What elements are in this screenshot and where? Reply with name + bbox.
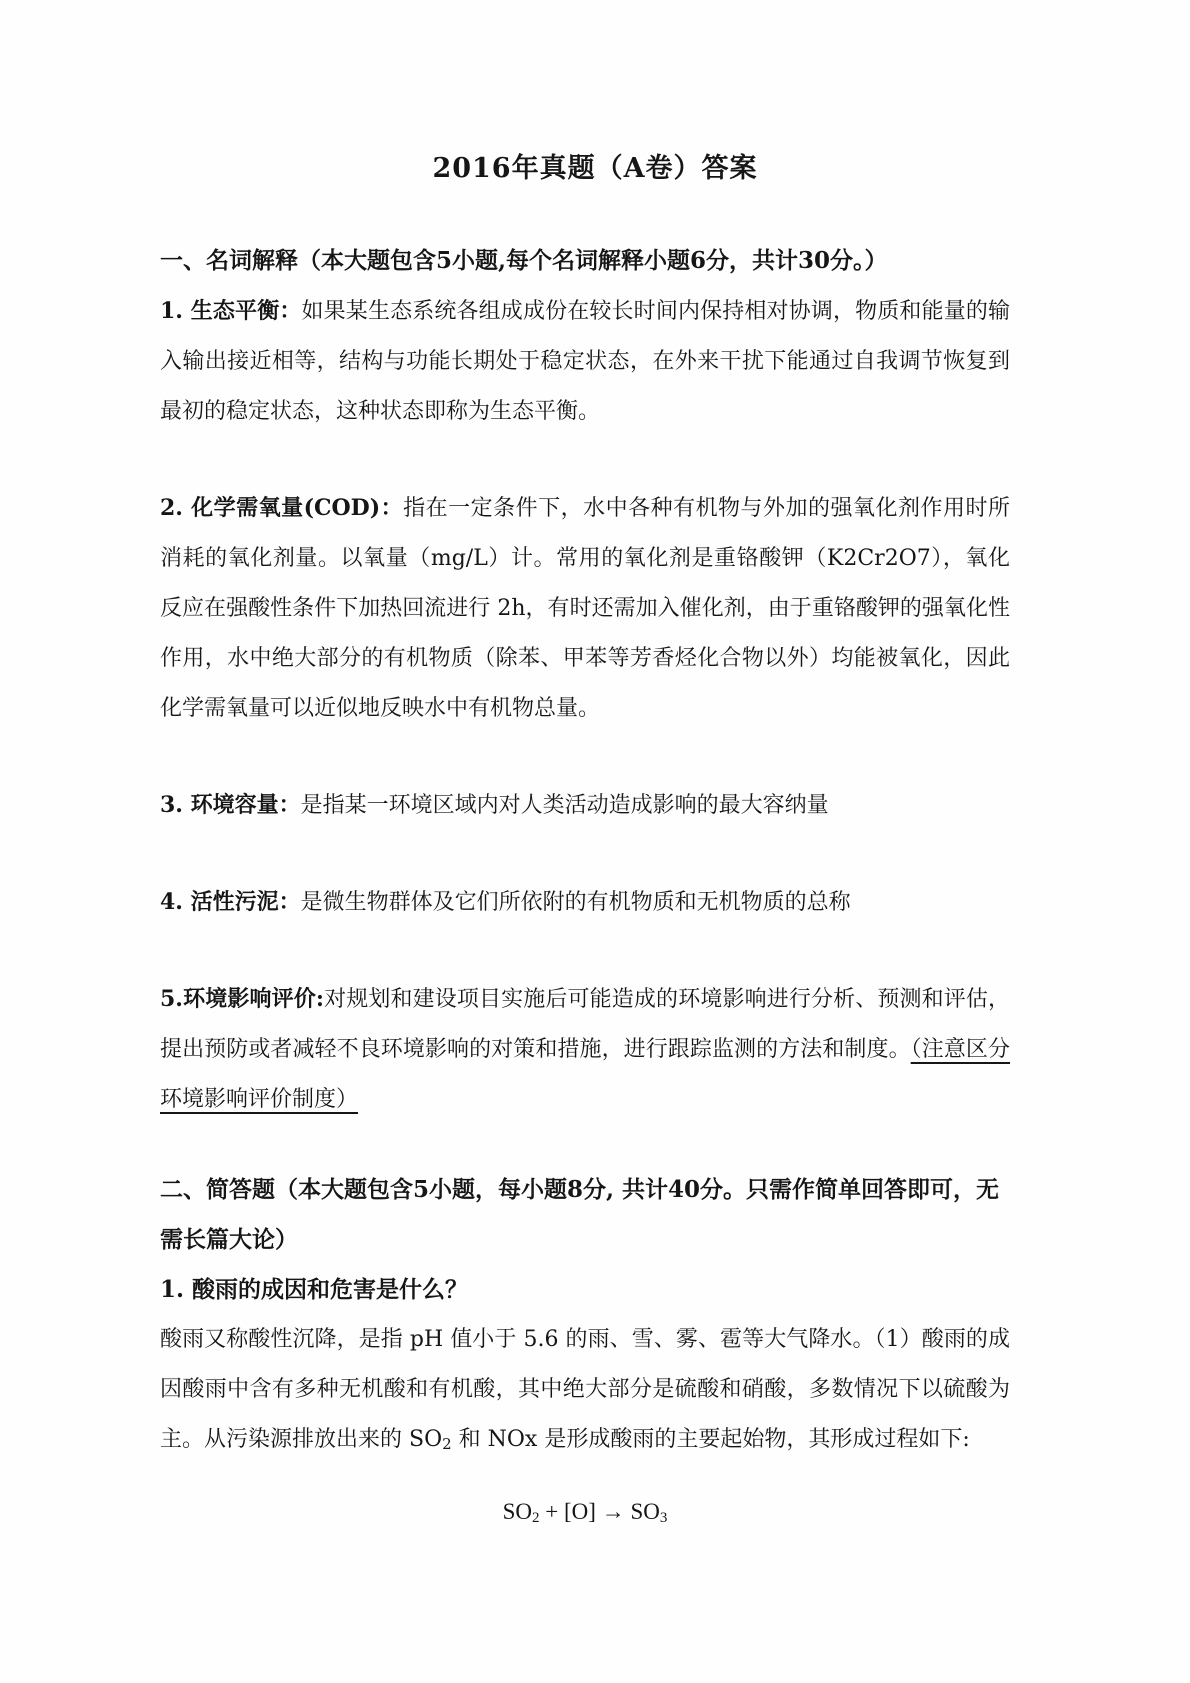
term-text: 如果某生态系统各组成成份在较长时间内保持相对协调，物质和能量的输入输出接近相等，结构与功能长期处于稳定状态，在外来干扰下能通过自我调节恢复到最初的稳定状态，这种状态即称为生态平衡。 — [160, 299, 1010, 424]
term-label: 3. 环境容量 — [160, 792, 279, 818]
equation-subscript: 2 — [532, 1510, 540, 1526]
term-label: 5.环境影响评价 — [160, 986, 316, 1012]
answer-text-part2: 和 NOx 是形成酸雨的主要起始物，其形成过程如下: — [451, 1427, 970, 1452]
term-text: 是微生物群体及它们所依附的有机物质和无机物质的总称 — [300, 890, 851, 915]
question-1: 1. 酸雨的成因和危害是什么？ — [160, 1276, 469, 1303]
term-text: 对规划和建设项目实施后可能造成的环境影响进行分析、预测和评估，提出预防或者减轻不良环境影响的对策和措施，进行跟踪监测的方法和制度。 — [160, 987, 1010, 1062]
term-label: 2. 化学需氧量(COD) — [160, 495, 381, 521]
equation-reactant: SO — [502, 1499, 533, 1524]
section1-heading: 一、名词解释（本大题包含5小题,每个名词解释小题6分，共计30分。） — [160, 247, 888, 274]
term-definition-4 — [160, 877, 1010, 928]
term-definition-1 — [160, 286, 1010, 437]
term-label: 4. 活性污泥 — [160, 889, 279, 915]
document-body — [160, 236, 1010, 1543]
answer-text-part1: 酸雨又称酸性沉降，是指 pH 值小于 5.6 的雨、雪、雾、雹等大气降水。（1）酸雨的成因酸雨中含有多种无机酸和有机酸，其中绝大部分是硫酸和硝酸，多数情况下以硫酸为主。从污染源排放出来的 SO — [160, 1327, 1010, 1452]
term-definition-5 — [160, 974, 1010, 1125]
equation-subscript: 3 — [659, 1510, 668, 1526]
term-separator: ： — [278, 889, 301, 915]
term-definition-2 — [160, 483, 1010, 734]
term-separator: : — [315, 986, 324, 1012]
chemical-equation — [160, 1487, 1010, 1543]
handwritten-note: （注意区分环境影响评价制度） — [160, 1037, 1010, 1112]
term-separator: ： — [279, 298, 302, 324]
page-title: 2016年真题（A卷）答案 — [432, 153, 758, 184]
answer-1 — [160, 1315, 1010, 1469]
term-label: 1. 生态平衡 — [160, 298, 280, 324]
term-text: 指在一定条件下，水中各种有机物与外加的强氧化剂作用时所消耗的氧化剂量。以氧量（mg/L）计。常用的氧化剂是重铬酸钾（K2Cr2O7），氧化反应在强酸性条件下加热回流进行 2h，有时还需加入催化剂，由于重铬酸钾的强氧化性作用，水中绝大部分的有机物质（除苯、甲苯等芳香烃化合物以外）均能被氧化，因此化学需氧量可以近似地反映水中有机物总量。 — [160, 496, 1010, 721]
section2-heading: 二、简答题（本大题包含5小题，每小题8分, 共计40分。只需作简单回答即可，无需长篇大论） — [160, 1176, 1000, 1253]
term-separator: ： — [380, 495, 404, 521]
term-separator: ： — [278, 792, 301, 818]
term-definition-3 — [160, 780, 1010, 831]
subscript: 2 — [442, 1435, 452, 1453]
term-text: 是指某一环境区域内对人类活动造成影响的最大容纳量 — [300, 793, 829, 818]
equation-middle: + [O] → SO — [539, 1499, 660, 1524]
